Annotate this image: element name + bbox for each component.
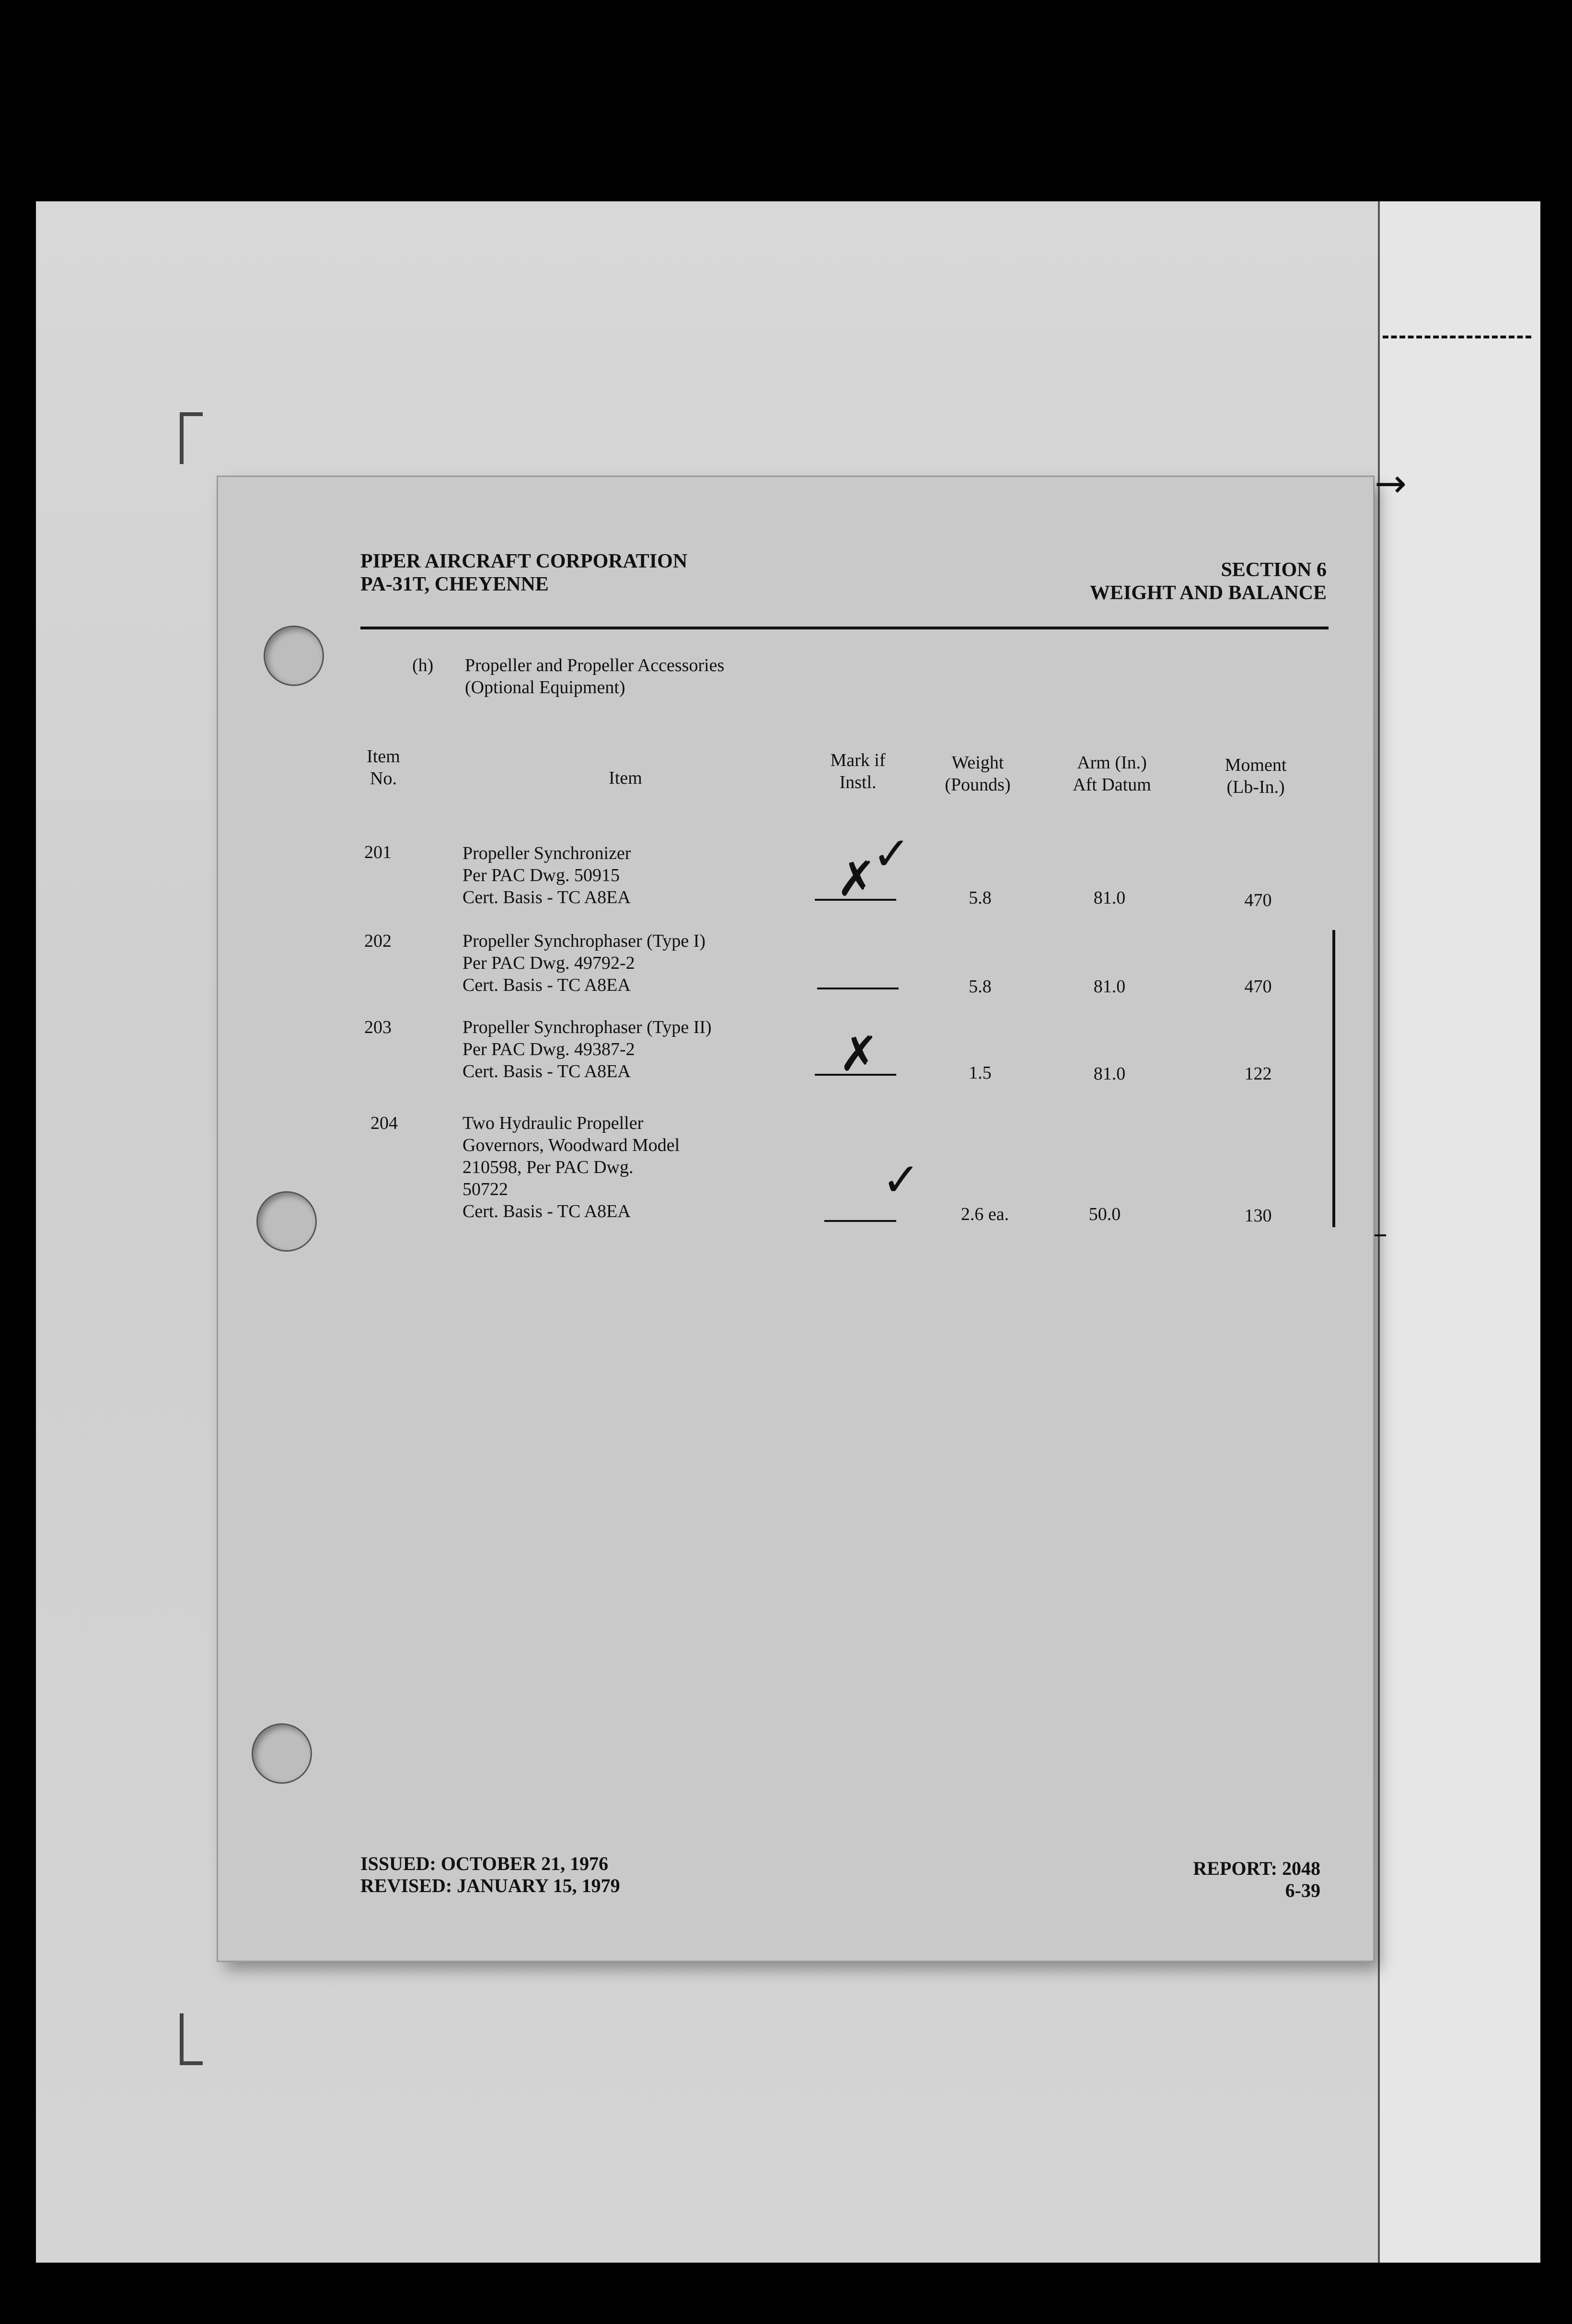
item-number: 201 (364, 842, 392, 862)
punch-hole-icon (252, 1723, 312, 1784)
subsection-title: Propeller and Propeller Accessories (Optional Equipment) (465, 655, 725, 697)
arm-value: 81.0 (1093, 1064, 1126, 1084)
mark-line (815, 1074, 896, 1076)
margin-tick (1372, 1234, 1386, 1236)
arm-value: 81.0 (1093, 888, 1126, 908)
mark-line (817, 988, 899, 989)
adjacent-page-strip (1378, 201, 1540, 2263)
col-moment: Moment (Lb-In.) (1225, 755, 1287, 797)
punch-hole-icon (264, 626, 324, 686)
item-number: 203 (364, 1017, 392, 1037)
company-name: PIPER AIRCRAFT CORPORATION (360, 550, 688, 572)
moment-value: 122 (1244, 1064, 1272, 1084)
item-description: Propeller Synchrophaser (Type II) Per PAC Dwg. 49387-2 Cert. Basis - TC A8EA (462, 1017, 712, 1081)
arm-value: 50.0 (1088, 1204, 1121, 1224)
weight-value: 5.8 (969, 976, 992, 997)
item-description: Two Hydraulic Propeller Governors, Woodward Model 210598, Per PAC Dwg. 50722 Cert. Basis - TC A8EA (462, 1113, 680, 1221)
header-rule (360, 627, 1329, 629)
document-page (218, 477, 1373, 1961)
dashed-line (1383, 336, 1531, 338)
footer-right (1193, 1858, 1320, 1902)
col-weight: Weight (Pounds) (945, 753, 1011, 795)
weight-value: 1.5 (969, 1063, 992, 1083)
check-mark-icon: ✓ (882, 1153, 921, 1207)
moment-value: 470 (1244, 976, 1272, 997)
registration-mark-top (180, 412, 203, 464)
footer-left (360, 1853, 620, 1897)
header-left (360, 550, 687, 596)
mark-line (824, 1220, 896, 1222)
registration-mark-bottom (180, 2013, 203, 2065)
punch-hole-icon (256, 1191, 317, 1252)
col-item-no: Item No. (367, 746, 400, 789)
header-right (1090, 558, 1327, 604)
item-description: Propeller Synchronizer Per PAC Dwg. 50915 Cert. Basis - TC A8EA (462, 843, 631, 907)
moment-value: 130 (1244, 1206, 1272, 1226)
revised-date: REVISED: JANUARY 15, 1979 (360, 1875, 620, 1896)
aircraft-model: PA-31T, CHEYENNE (360, 573, 549, 595)
check-mark-icon: ✓ (872, 827, 911, 881)
weight-value: 5.8 (969, 888, 992, 908)
section-number: SECTION 6 (1221, 559, 1327, 581)
mark-line (815, 899, 896, 901)
section-title: WEIGHT AND BALANCE (1090, 582, 1327, 604)
col-arm: Arm (In.) Aft Datum (1073, 753, 1151, 795)
cross-mark-icon: ✗ (839, 1026, 879, 1082)
report-number: REPORT: 2048 (1193, 1858, 1320, 1879)
col-mark-if-instl: Mark if Instl. (830, 750, 886, 792)
moment-value: 470 (1244, 890, 1272, 910)
revision-change-bar (1332, 930, 1335, 1227)
col-item: Item (609, 768, 642, 788)
arm-value: 81.0 (1093, 976, 1126, 997)
arrow-icon: → (1375, 461, 1407, 506)
page-number: 6-39 (1285, 1880, 1320, 1901)
subsection-letter: (h) (412, 655, 434, 675)
issued-date: ISSUED: OCTOBER 21, 1976 (360, 1853, 609, 1874)
item-number: 204 (370, 1113, 398, 1133)
weight-value: 2.6 ea. (960, 1204, 1009, 1224)
cross-mark-icon: ✗ (836, 851, 877, 907)
item-description: Propeller Synchrophaser (Type I) Per PAC Dwg. 49792-2 Cert. Basis - TC A8EA (462, 931, 706, 995)
item-number: 202 (364, 931, 392, 951)
